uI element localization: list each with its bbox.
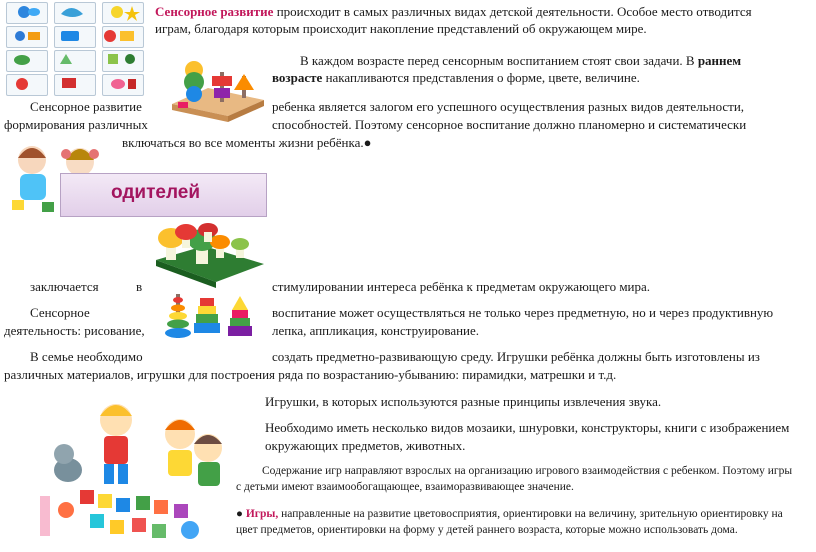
family-line-2: различных материалов, игрушки для построения ряда по возрастанию-убыванию: пирамидки, матрешки и т.д.	[4, 367, 617, 382]
education-left-2: деятельность: рисование,	[4, 323, 145, 338]
games-content-line-1: Содержание игр направляют взрослых на организацию игрового взаимодействия с ребенком. Поэтому игры	[262, 465, 793, 477]
games-list-line-1	[236, 506, 783, 522]
intro-lead: Сенсорное развитие	[155, 4, 274, 19]
ring-pyramids-image	[162, 292, 262, 342]
age-tasks-bold-1: раннем	[697, 53, 742, 68]
sorting-cards-image	[6, 2, 148, 96]
age-tasks-text: В каждом возрасте перед сенсорным воспитанием стоят свои задачи. В	[300, 53, 698, 68]
banner-text: одителей	[111, 182, 201, 203]
shape-sorter-toy-image	[168, 58, 268, 124]
games-list-line-2: цвет предметов, ориентировки на форму у детей раннего возраста, которые можно использовать дома.	[236, 524, 738, 536]
sensory-right-1: ребенка является залогом его успешного осуществления разных видов деятельности,	[272, 99, 745, 114]
games-text-1: направленные на развитие цветовосприятия, ориентировки на величину, зрительную ориентировку на	[278, 508, 783, 520]
family-left-1: В семье необходимо	[30, 349, 143, 364]
education-right-2: лепка, аппликация, конструирование.	[272, 323, 480, 338]
education-left-1: Сенсорное	[30, 305, 90, 320]
bullet-icon: ●	[363, 135, 372, 150]
mosaic-line-1: Необходимо иметь несколько видов мозаики, шнуровки, конструкторы, книги с изображением	[265, 420, 790, 435]
sensory-left-2: формирования различных	[4, 117, 148, 132]
intro-line-2: играм, благодаря которым происходит накопление представлений об окружающем мире.	[155, 21, 647, 36]
games-content-line-2: с детьми имеют взаимообогащающее, взаиморазвивающее значение.	[236, 481, 574, 493]
sensory-text-3: включаться во все моменты жизни ребёнка.	[122, 135, 364, 150]
games-bullet-icon: ●	[236, 508, 243, 520]
sensory-right-2: способностей. Поэтому сенсорное воспитание должно планомерно и систематически	[272, 117, 747, 132]
family-right-1: создать предметно-развивающую среду. Игрушки ребёнка должны быть изготовлены из	[272, 349, 760, 364]
consists-right: стимулировании интереса ребёнка к предметам окружающего мира.	[272, 279, 651, 294]
sound-toys-line: Игрушки, в которых используются разные принципы извлечения звука.	[265, 394, 662, 409]
age-tasks-line-2	[272, 69, 640, 86]
education-right-1: воспитание может осуществляться не только через предметную, но и через продуктивную	[272, 305, 774, 320]
parents-banner	[60, 173, 267, 217]
age-tasks-bold-2: возрасте	[272, 70, 323, 85]
mosaic-line-2: окружающих предметов, животных.	[265, 438, 466, 453]
kids-blocks-illustration	[40, 400, 230, 550]
games-lead: Игры,	[245, 508, 279, 520]
intro-line-1	[155, 3, 752, 20]
sensory-left-1: Сенсорное развитие	[30, 99, 142, 114]
intro-text-1: происходит в самых различных видах детской деятельности. Особое место отводится	[273, 4, 752, 19]
sensory-line-3	[122, 134, 372, 151]
mushroom-pegboard-image	[154, 220, 266, 288]
consists-left: заключается	[30, 279, 99, 294]
consists-mid: в	[136, 279, 143, 294]
age-tasks-line-1	[300, 52, 741, 69]
age-tasks-text-2: накапливаются представления о форме, цвете, величине.	[322, 70, 640, 85]
